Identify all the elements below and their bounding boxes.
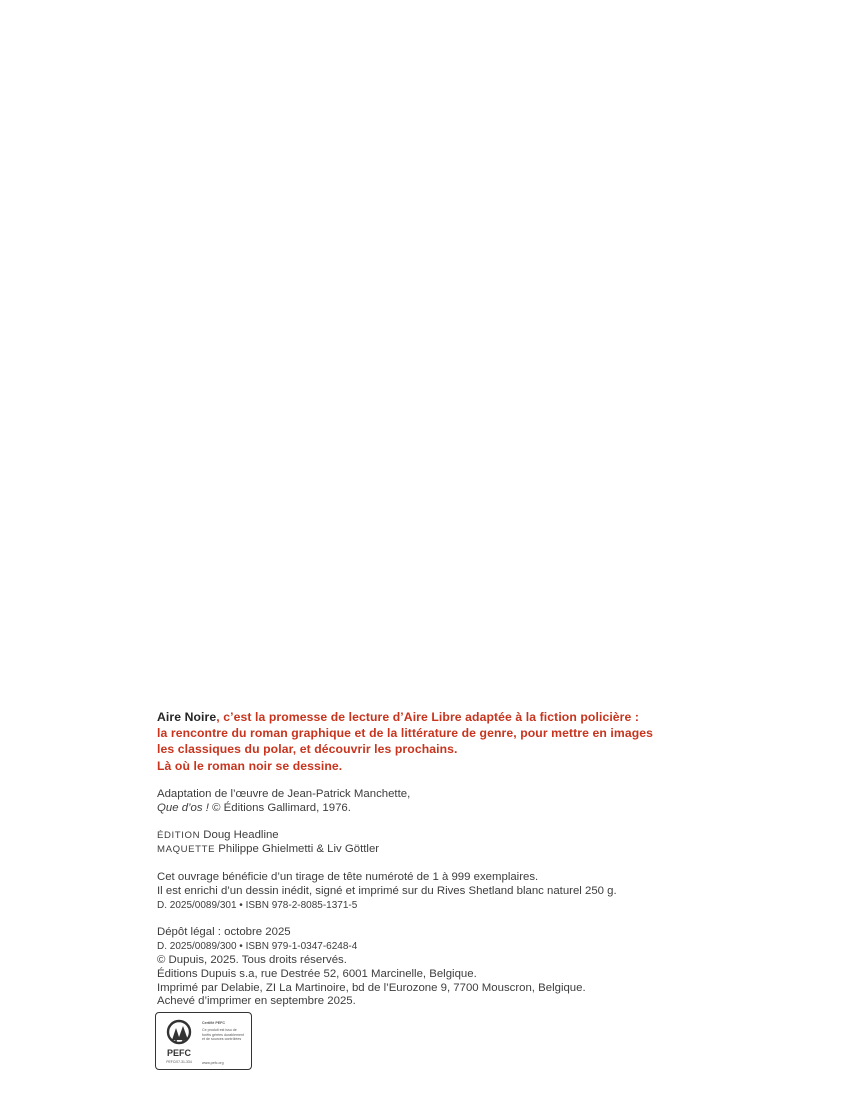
pefc-tree-logo-icon: [161, 1018, 197, 1066]
legal-deposit: Dépôt légal : octobre 2025: [157, 926, 291, 939]
original-title: Que d’os !: [157, 801, 209, 814]
adaptation-credit: [157, 788, 677, 816]
pefc-title: Certifié PEFC: [202, 1021, 225, 1025]
credit-role: MAQUETTE: [157, 844, 216, 856]
copyright-line: © Dupuis, 2025. Tous droits réservés.: [157, 953, 347, 966]
pefc-certification-label: [155, 1012, 252, 1070]
limited-edition-note: [157, 871, 677, 912]
pefc-url: www.pefc.org: [202, 1061, 224, 1065]
colophon: [157, 709, 677, 1009]
tirage-line-2: Il est enrichi d’un dessin inédit, signé et imprimé sur du Rives Shetland blanc naturel 250 g.: [157, 884, 617, 897]
collection-intro: [157, 709, 677, 774]
pefc-code: PEFC/07-31-334: [166, 1060, 192, 1064]
printer-address: Imprimé par Delabie, ZI La Martinoire, bd de l’Eurozone 9, 7700 Mouscron, Belgique.: [157, 981, 586, 994]
credit-name: Doug Headline: [203, 829, 279, 842]
legal-isbn: D. 2025/0089/300 • ISBN 979-1-0347-6248-4: [157, 941, 358, 953]
intro-line-3: les classiques du polar, et découvrir les prochains.: [157, 742, 458, 757]
staff-credits: [157, 829, 677, 857]
print-completion: Achevé d’imprimer en septembre 2025.: [157, 995, 356, 1008]
adaptation-line-1: Adaptation de l’œuvre de Jean-Patrick Manchette,: [157, 787, 411, 800]
tirage-isbn: D. 2025/0089/301 • ISBN 978-2-8085-1371-5: [157, 899, 358, 911]
collection-name: Aire Noire: [157, 710, 217, 724]
tirage-line-1: Cet ouvrage bénéficie d’un tirage de tête numéroté de 1 à 999 exemplaires.: [157, 871, 539, 883]
pefc-text-3: et de sources contrôlées: [202, 1037, 242, 1042]
pefc-text-1: Ce produit est issu de: [202, 1028, 237, 1033]
pefc-text-2: forêts gérées durablement: [202, 1032, 244, 1037]
pefc-wordmark: PEFC: [166, 1048, 192, 1058]
publisher-address: Éditions Dupuis s.a, rue Destrée 52, 6001 Marcinelle, Belgique.: [157, 967, 477, 980]
pefc-description: [202, 1021, 250, 1065]
intro-line-1: , c’est la promesse de lecture d’Aire Libre adaptée à la fiction policière :: [216, 710, 640, 724]
intro-line-4: Là où le roman noir se dessine.: [157, 758, 343, 773]
original-copyright: © Éditions Gallimard, 1976.: [208, 801, 351, 814]
credit-edition: [157, 829, 677, 843]
legal-info: [157, 926, 677, 1009]
intro-line-2: la rencontre du roman graphique et de la littérature de genre, pour mettre en images: [157, 726, 654, 741]
credit-name: Philippe Ghielmetti & Liv Göttler: [218, 843, 380, 856]
credit-role: ÉDITION: [157, 830, 201, 842]
credit-maquette: [157, 843, 677, 857]
